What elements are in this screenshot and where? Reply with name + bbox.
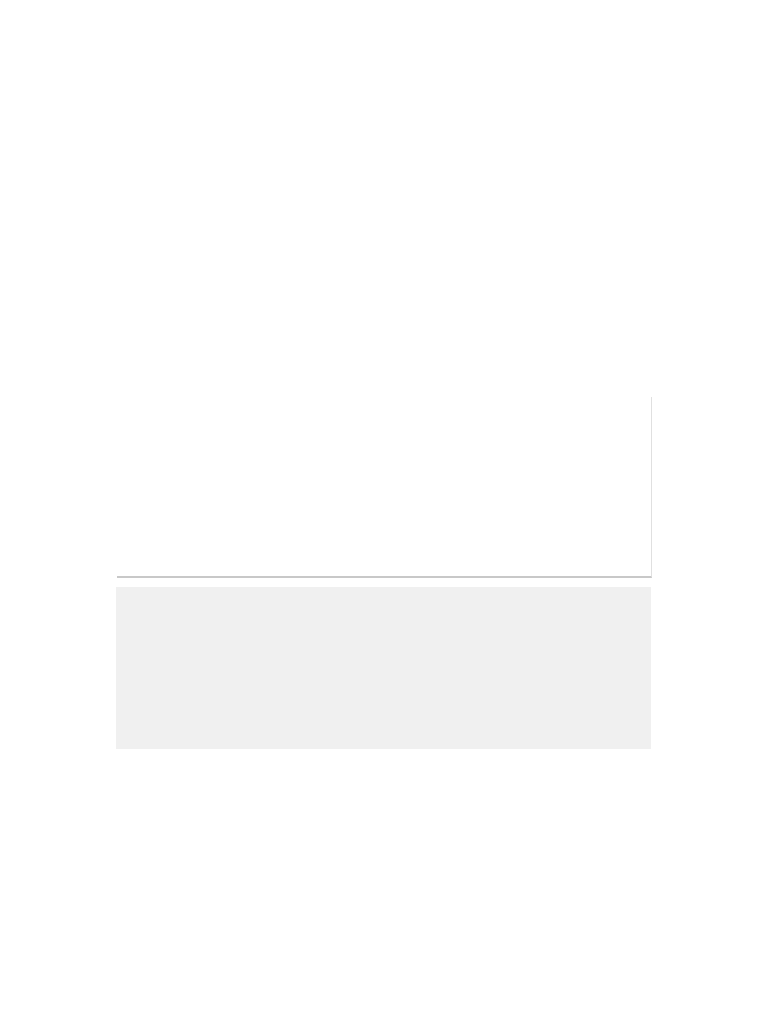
parse-tree bbox=[116, 587, 651, 749]
parse-tree-screenshot bbox=[116, 587, 651, 749]
python-shell-screenshot bbox=[117, 397, 652, 578]
